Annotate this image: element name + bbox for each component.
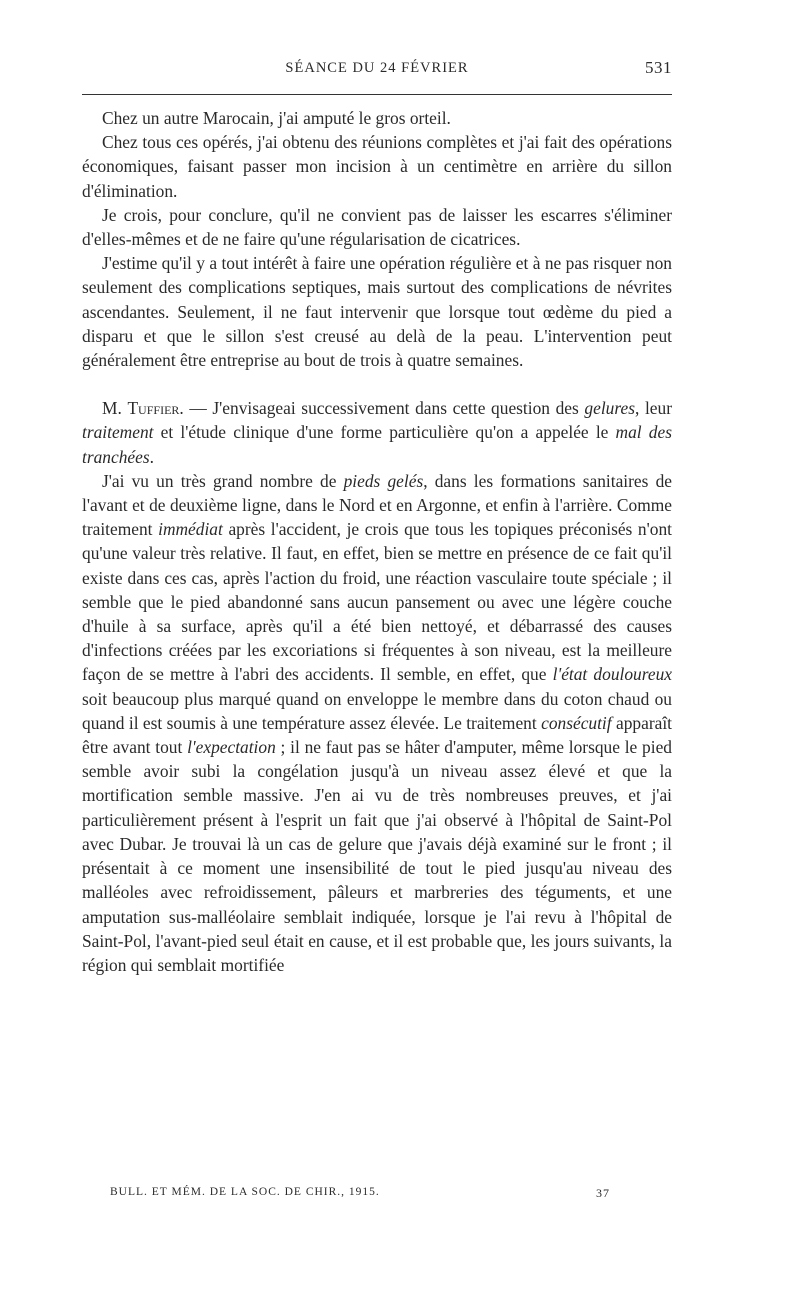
text-run: . — J'envisageai successivement dans cette question des	[179, 398, 585, 419]
text-run: ; il ne faut pas se hâter d'amputer, même lorsque le pied semble avoir subi la congélation jusqu'à un niveau assez élevé et que la mortification semble massive. J'en ai vu de très nombreuses preuves, et j'ai particulièrement présent à l'esprit un fait que j'ai observé à l'hôpital de Saint-Pol avec Dubar. Je trouvai là un cas de gelure que j'avais déjà examiné sur le front ; il présentait à ce moment une insensibilité de tout le pied jusqu'au niveau des malléoles avec refroidissement, pâleurs et marbreries des téguments, et une amputation sus-malléolaire semblait indiquée, lorsque je l'ai revu à l'hôpital de Saint-Pol, l'avant-pied seul était en cause, et il est probable que, les jours suivants, la région qui semblait mortifiée	[82, 737, 672, 975]
text-run: Je crois, pour conclure, qu'il ne convient pas de laisser les escarres s'éliminer d'elles-mêmes et de ne faire qu'une régularisation de cicatrices.	[82, 204, 672, 250]
text-run: et l'étude clinique d'une forme particulière qu'on a appelée le	[153, 422, 616, 443]
page-number: 531	[645, 58, 672, 77]
text-run: .	[149, 446, 154, 467]
paragraph	[82, 106, 672, 130]
header-rule	[82, 94, 672, 95]
italic-text: pieds gelés	[343, 470, 424, 491]
text-run: soit beaucoup plus marqué quand on enveloppe le membre dans du coton chaud ou quand il est soumis à une température assez élevée. Le traitement	[82, 688, 672, 733]
text-run: , dans les formations sanitaires de l'avant et de deuxième ligne, dans le Nord et en Argonne, et enfin à l'arrière. Comme traitement	[82, 470, 672, 540]
text-run: M.	[102, 398, 128, 419]
page-header	[82, 60, 672, 82]
journal-footer: BULL. ET MÉM. DE LA SOC. DE CHIR., 1915.	[110, 1186, 380, 1198]
text-run: apparaît être avant tout	[82, 712, 672, 758]
paragraph	[82, 396, 672, 469]
text-run: Chez tous ces opérés, j'ai obtenu des réunions complètes et j'ai fait des opérations économiques, faisant passer mon incision à un centimètre en arrière du sillon d'élimination.	[82, 132, 672, 201]
italic-text: mal des tranchées	[82, 422, 672, 467]
signature-mark: 37	[596, 1186, 610, 1200]
italic-text: traitement	[82, 422, 154, 443]
italic-text: immédiat	[158, 519, 223, 540]
running-head: SÉANCE DU 24 FÉVRIER	[285, 60, 469, 76]
text-run: , leur	[634, 398, 672, 419]
italic-text: gelures	[584, 398, 635, 419]
italic-text: consécutif	[541, 712, 612, 733]
text-run: après l'accident, je crois que tous les topiques préconisés n'ont qu'une valeur très relative. Il faut, en effet, bien se mettre en présence de ce fait qu'il existe dans ces cas, après l'action du froid, une réaction vasculaire toute spéciale ; il semble que le pied abandonné sans aucun pansement ou avec une légère couche d'huile à sa surface, après qu'il a été bien nettoyé, et débarrassé des causes d'infections créées par les excoriations si fréquentes à son niveau, est la meilleure façon de se mettre à l'abri des accidents. Il semble, en effet, que	[82, 519, 672, 685]
book-page	[82, 0, 672, 1290]
body-text	[82, 106, 672, 977]
italic-text: l'état douloureux	[552, 664, 672, 685]
text-run: Chez un autre Marocain, j'ai amputé le gros orteil.	[102, 108, 451, 128]
page-footer	[110, 1186, 610, 1198]
italic-text: l'expectation	[187, 737, 276, 758]
speaker-name: Tuffier	[127, 398, 180, 419]
text-run: J'ai vu un très grand nombre de	[102, 470, 344, 491]
paragraph	[82, 251, 672, 372]
text-run: J'estime qu'il y a tout intérêt à faire une opération régulière et à ne pas risquer non seulement des complications septiques, mais surtout des complications de névrites ascendantes. Seulement, il ne faut intervenir que lorsque tout œdème du pied a disparu et que le sillon s'est creusé au delà de la peau. L'intervention peut généralement être entreprise au bout de trois à quatre semaines.	[82, 253, 672, 371]
paragraph	[82, 130, 672, 203]
paragraph	[82, 203, 672, 251]
paragraph	[82, 469, 672, 977]
